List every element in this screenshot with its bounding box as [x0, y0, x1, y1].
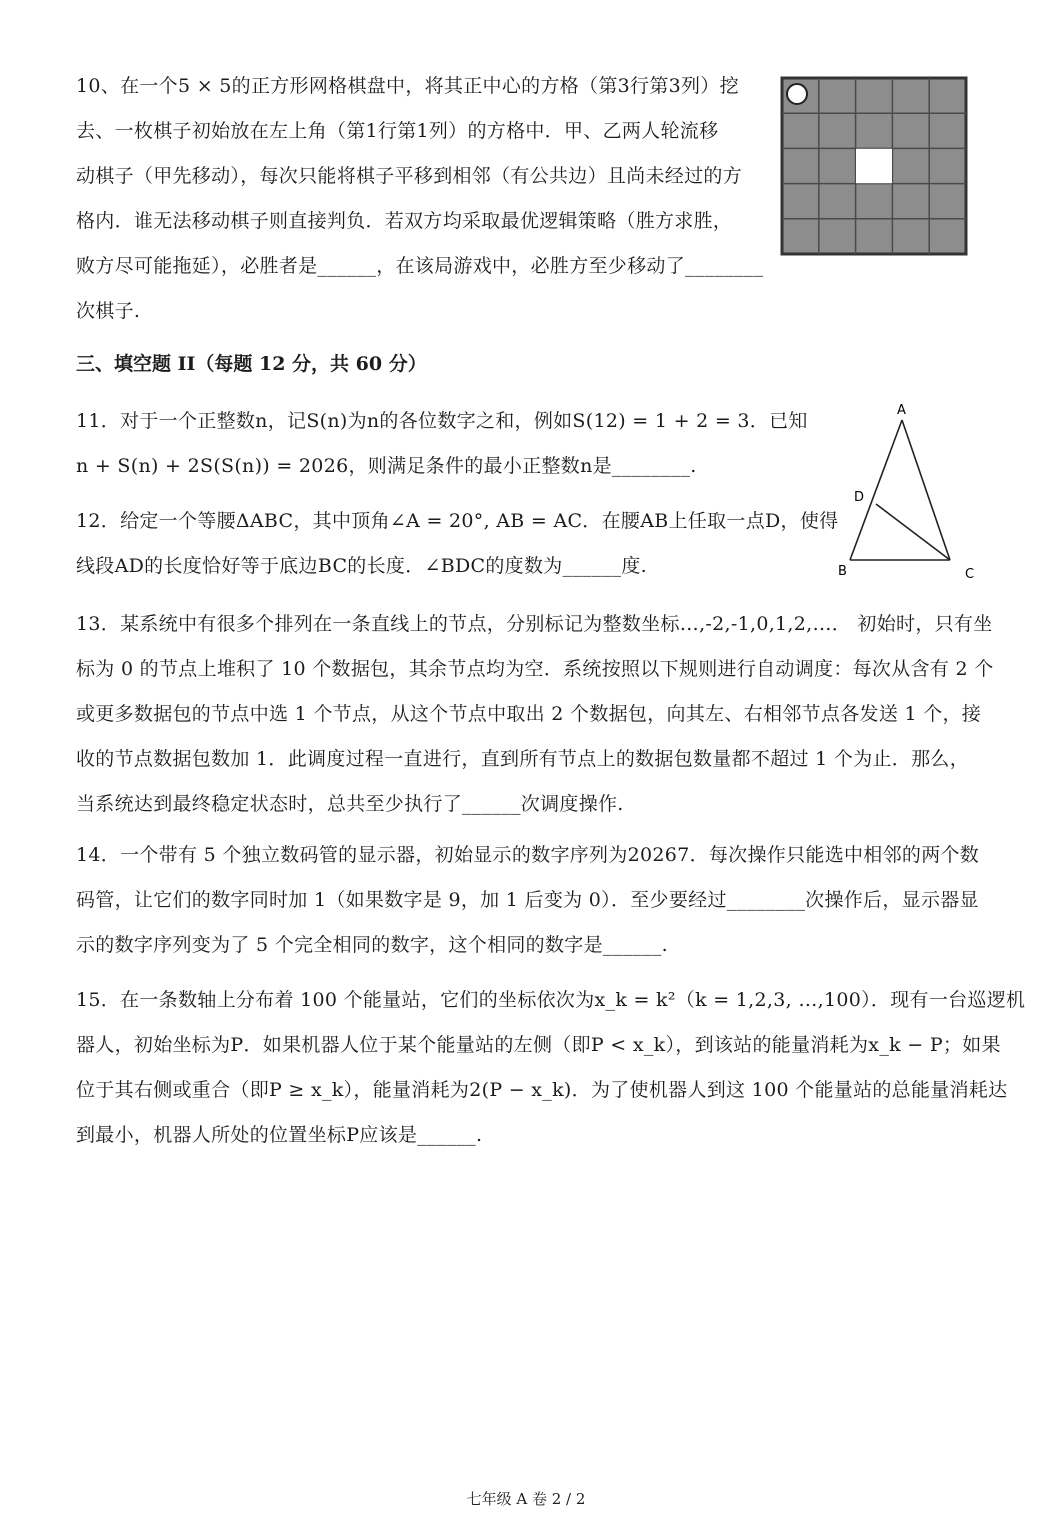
question-14 [76, 833, 979, 968]
q13-line: 当系统达到最终稳定状态时，总共至少执行了______次调度操作. [76, 793, 624, 815]
segment-dc [876, 504, 950, 560]
q13-line: 或更多数据包的节点中选 1 个节点，从这个节点中取出 2 个数据包，向其左、右相邻节点各发送 1 个，接 [76, 703, 982, 725]
removed-center-cell [856, 149, 892, 183]
q10-line: 次棋子. [76, 300, 141, 322]
q14-line: 码管，让它们的数字同时加 1（如果数字是 9，加 1 后变为 0）．至少要经过________次操作后，显示器显 [76, 889, 979, 911]
question-13 [76, 602, 994, 827]
label-b: B [838, 564, 847, 579]
q11-line: 11．对于一个正整数n，记S(n)为n的各位数字之和，例如S(12) = 1 + 2 = 3．已知 [76, 410, 808, 432]
side-ac [902, 420, 950, 560]
q15-line: 15．在一条数轴上分布着 100 个能量站，它们的坐标依次为x_k = k²（k = 1,2,3, …,100）．现有一台巡逻机 [76, 989, 1026, 1011]
game-piece [787, 84, 807, 104]
q10-line: 格内．谁无法移动棋子则直接判负．若双方均采取最优逻辑策略（胜方求胜， [76, 210, 733, 232]
q15-line: 器人，初始坐标为P．如果机器人位于某个能量站的左侧（即P < x_k），到该站的能量消耗为x_k − P；如果 [76, 1034, 1001, 1056]
label-d: D [854, 490, 865, 505]
question-11 [76, 399, 808, 489]
triangle-figure [830, 400, 980, 585]
q13-line: 收的节点数据包数加 1．此调度过程一直进行，直到所有节点上的数据包数量都不超过 1 个为止．那么， [76, 748, 969, 770]
q10-line: 去、一枚棋子初始放在左上角（第1行第1列）的方格中．甲、乙两人轮流移 [76, 120, 719, 142]
q15-line: 到最小，机器人所处的位置坐标P应该是______. [76, 1124, 483, 1146]
q10-line: 10、在一个5 × 5的正方形网格棋盘中，将其正中心的方格（第3行第3列）挖 [76, 75, 739, 97]
question-15 [76, 978, 1025, 1158]
q15-line: 位于其右侧或重合（即P ≥ x_k），能量消耗为2(P − x_k)．为了使机器人到这 100 个能量站的总能量消耗达 [76, 1079, 1008, 1101]
section-title: 三、填空题 II（每题 12 分，共 60 分） [76, 353, 427, 375]
question-12 [76, 499, 838, 589]
q10-line: 败方尽可能拖延），必胜者是______，在该局游戏中，必胜方至少移动了________ [76, 255, 764, 277]
q14-line: 14．一个带有 5 个独立数码管的显示器，初始显示的数字序列为20267．每次操作只能选中相邻的两个数 [76, 844, 980, 866]
label-c: C [965, 567, 975, 582]
label-a: A [897, 403, 906, 418]
q10-line: 动棋子（甲先移动），每次只能将棋子平移到相邻（有公共边）且尚未经过的方 [76, 165, 743, 187]
q12-line: 12．给定一个等腰ΔABC，其中顶角∠A = 20°, AB = AC．在腰AB上任取一点D，使得 [76, 510, 839, 532]
q11-line: n + S(n) + 2S(S(n)) = 2026，则满足条件的最小正整数n是________. [76, 455, 697, 477]
question-10 [76, 64, 763, 334]
q14-line: 示的数字序列变为了 5 个完全相同的数字，这个相同的数字是______. [76, 934, 669, 956]
page-footer: 七年级 A 卷 2 / 2 [466, 1490, 586, 1508]
chessboard-figure [780, 76, 968, 256]
q13-line: 13．某系统中有很多个排列在一条直线上的节点，分别标记为整数坐标…,-2,-1,0,1,2,…． 初始时，只有坐 [76, 613, 993, 635]
q12-line: 线段AD的长度恰好等于底边BC的长度．∠BDC的度数为______度. [76, 555, 648, 577]
q13-line: 标为 0 的节点上堆积了 10 个数据包，其余节点均为空．系统按照以下规则进行自动调度：每次从含有 2 个 [76, 658, 994, 680]
triangle-lines [850, 420, 950, 560]
